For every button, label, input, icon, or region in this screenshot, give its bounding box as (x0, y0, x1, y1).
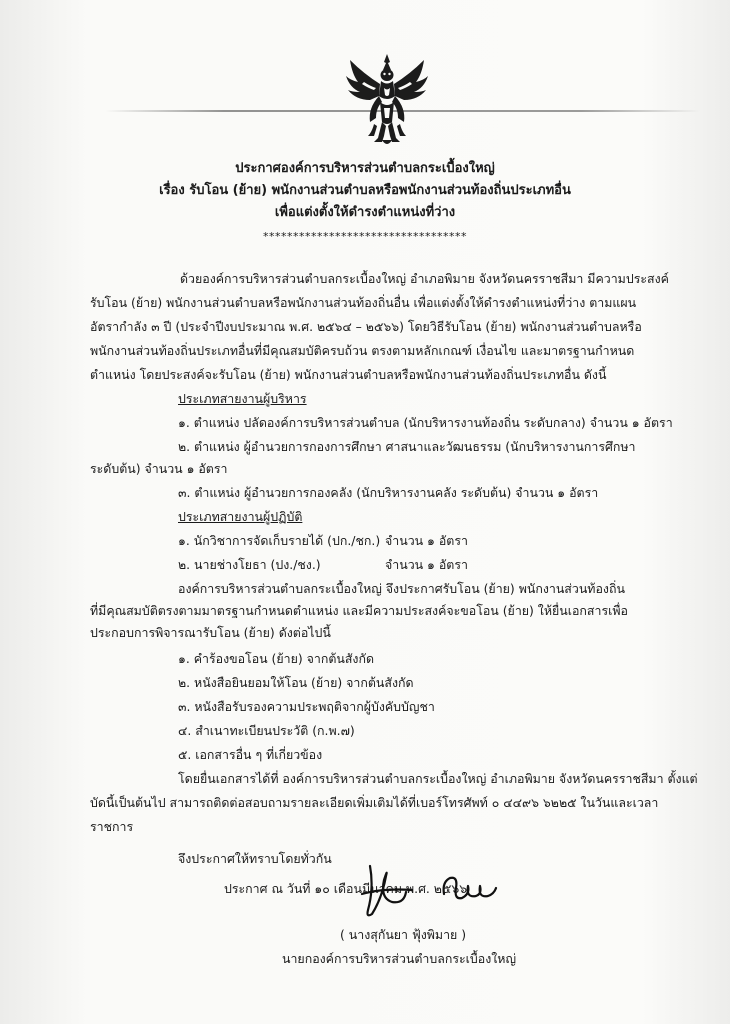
practitioner-position-1: ๑. นักวิชาการจัดเก็บรายได้ (ปก./ชก.) (178, 533, 381, 548)
submission-line: ราชการ (90, 819, 134, 834)
garuda-emblem-icon (344, 52, 430, 148)
admin-heading: ประเภทสายงานผู้บริหาร (178, 391, 307, 406)
submission-line: บัดนี้เป็นต้นไป สามารถติดต่อสอบถามรายละเอียดเพิ่มเติมได้ที่เบอร์โทรศัพท์ ๐ ๔๔๙๖ ๖๒๒๕ ในวันและเวลา (90, 795, 659, 810)
signature-mark (352, 858, 502, 922)
practitioner-position-1-count: จำนวน ๑ อัตรา (385, 533, 468, 548)
document-item: ๓. หนังสือรับรองความประพฤติจากผู้บังคับบัญชา (178, 699, 435, 714)
practitioner-heading: ประเภทสายงานผู้ปฏิบัติ (178, 509, 303, 524)
intro-line: อัตรากำลัง ๓ ปี (ประจำปีงบประมาณ พ.ศ. ๒๕๖๔ – ๒๕๖๖) โดยวิธีรับโอน (ย้าย) พนักงานส่วนตำบลหรือ (90, 319, 642, 334)
star-divider: ********************************** (263, 230, 467, 243)
practitioner-position-2-count: จำนวน ๑ อัตรา (385, 557, 468, 572)
page-title: ประกาศองค์การบริหารส่วนตำบลกระเบื้องใหญ่ (235, 161, 495, 176)
document-item: ๔. สำเนาทะเบียนประวัติ (ก.พ.๗) (178, 723, 355, 738)
intro-line: รับโอน (ย้าย) พนักงานส่วนตำบลหรือพนักงานส่วนท้องถิ่นอื่น เพื่อแต่งตั้งให้ดำรงตำแหน่งที่ว่าง ตามแผน (90, 295, 637, 310)
signer-title: นายกองค์การบริหารส่วนตำบลกระเบื้องใหญ่ (282, 951, 517, 966)
closing-text: จึงประกาศให้ทราบโดยทั่วกัน (178, 851, 332, 866)
signer-name: ( นางสุกันยา ฟุ้งพิมาย ) (340, 927, 467, 942)
admin-position-3: ๓. ตำแหน่ง ผู้อำนวยการกองคลัง (นักบริหารงานคลัง ระดับต้น) จำนวน ๑ อัตรา (178, 485, 599, 500)
document-item: ๑. คำร้องขอโอน (ย้าย) จากต้นสังกัด (178, 651, 375, 666)
call-line: ที่มีคุณสมบัติตรงตามมาตรฐานกำหนดตำแหน่ง และมีความประสงค์จะขอโอน (ย้าย) ให้ยื่นเอกสารเพื่อ (90, 603, 628, 618)
intro-line: พนักงานส่วนท้องถิ่นประเภทอื่นที่มีคุณสมบัติครบถ้วน ตรงตามหลักเกณฑ์ เงื่อนไข และมาตรฐานกำหนด (90, 343, 635, 358)
subject-line-2: เพื่อแต่งตั้งให้ดำรงตำแหน่งที่ว่าง (274, 205, 456, 220)
practitioner-position-2: ๒. นายช่างโยธา (ปง./ชง.) (178, 557, 321, 572)
submission-line: โดยยื่นเอกสารได้ที่ องค์การบริหารส่วนตำบลกระเบื้องใหญ่ อำเภอพิมาย จังหวัดนครราชสีมา ตั้งแต่ (178, 771, 698, 786)
document-item: ๒. หนังสือยินยอมให้โอน (ย้าย) จากต้นสังกัด (178, 675, 414, 690)
admin-position-1: ๑. ตำแหน่ง ปลัดองค์การบริหารส่วนตำบล (นักบริหารงานท้องถิ่น ระดับกลาง) จำนวน ๑ อัตรา (178, 415, 673, 430)
document-item: ๕. เอกสารอื่น ๆ ที่เกี่ยวข้อง (178, 747, 323, 762)
intro-line: ตำแหน่ง โดยประสงค์จะรับโอน (ย้าย) พนักงานส่วนตำบลหรือพนักงานส่วนท้องถิ่นประเภทอื่น ดังนี้ (90, 367, 607, 382)
call-line: องค์การบริหารส่วนตำบลกระเบื้องใหญ่ จึงประกาศรับโอน (ย้าย) พนักงานส่วนท้องถิ่น (178, 581, 625, 596)
admin-position-2: ๒. ตำแหน่ง ผู้อำนวยการกองการศึกษา ศาสนาและวัฒนธรรม (นักบริหารงานการศึกษา (178, 439, 636, 454)
admin-position-2-cont: ระดับต้น) จำนวน ๑ อัตรา (90, 461, 228, 476)
intro-line: ด้วยองค์การบริหารส่วนตำบลกระเบื้องใหญ่ อำเภอพิมาย จังหวัดนครราชสีมา มีความประสงค์ (180, 271, 669, 286)
announcement-date: ประกาศ ณ วันที่ ๑๐ เดือนมีนาคม พ.ศ. ๒๕๖๖ (224, 881, 468, 896)
call-line: ประกอบการพิจารณารับโอน (ย้าย) ดังต่อไปนี้ (90, 625, 331, 640)
subject-line-1: เรื่อง รับโอน (ย้าย) พนักงานส่วนตำบลหรือพนักงานส่วนท้องถิ่นประเภทอื่น (159, 183, 571, 198)
